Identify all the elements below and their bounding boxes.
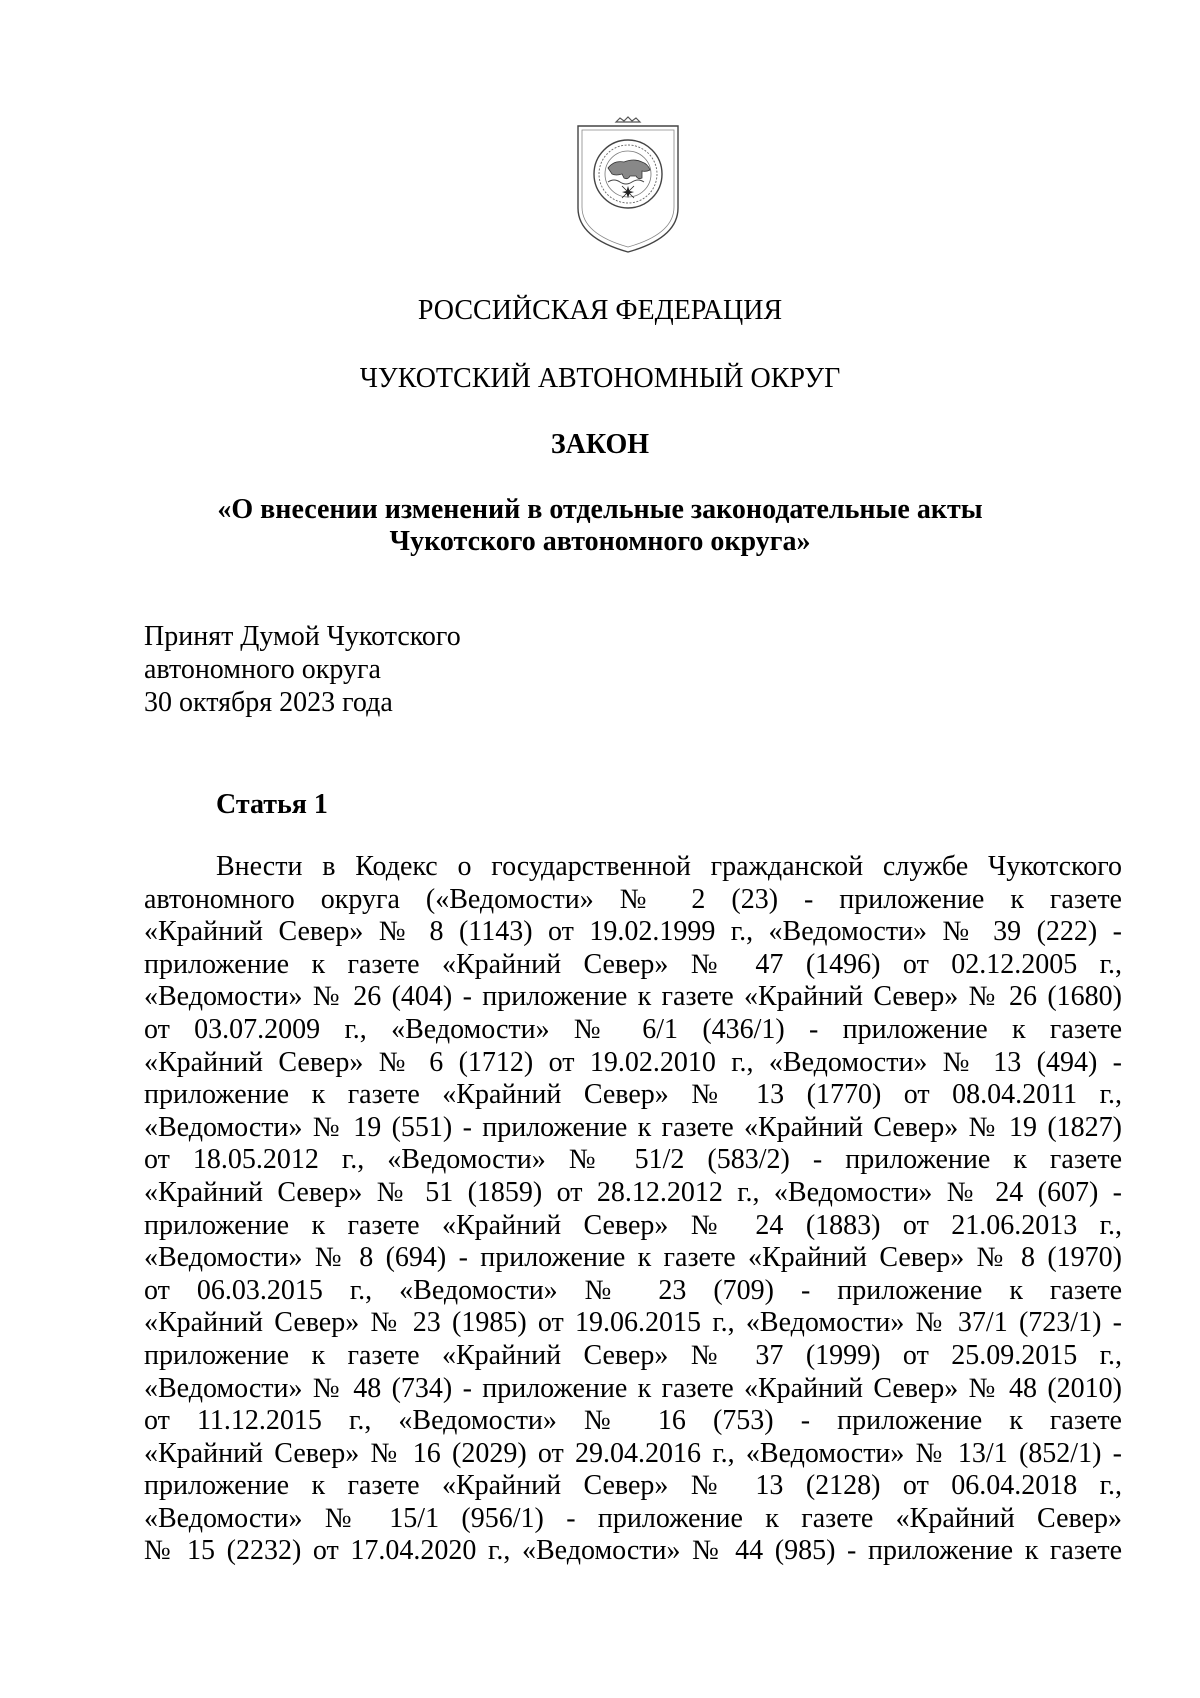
article-line: автономного округа («Ведомости» № 2 (23) - приложение к газете (144, 883, 1122, 915)
article-line: от 06.03.2015 г., «Ведомости» № 23 (709) - приложение к газете (144, 1274, 1122, 1306)
region-name: ЧУКОТСКИЙ АВТОНОМНЫЙ ОКРУГ (359, 363, 841, 394)
article-line: «Ведомости» № 15/1 (956/1) - приложение к газете «Крайний Север» (144, 1502, 1122, 1534)
article-line: от 18.05.2012 г., «Ведомости» № 51/2 (583/2) - приложение к газете (144, 1144, 1122, 1176)
coat-of-arms-emblem-icon (572, 116, 684, 256)
document-type: ЗАКОН (550, 429, 650, 460)
article-line: «Крайний Север» № 16 (2029) от 29.04.2016 г., «Ведомости» № 13/1 (852/1) - (144, 1437, 1122, 1469)
adoption-line: Принят Думой Чукотского (144, 621, 461, 652)
state-name: РОССИЙСКАЯ ФЕДЕРАЦИЯ (417, 295, 783, 326)
document-title-line: Чукотского автономного округа» (389, 526, 811, 557)
article-line: «Ведомости» № 8 (694) - приложение к газете «Крайний Север» № 8 (1970) (144, 1242, 1122, 1274)
article-body (144, 851, 1122, 1568)
article-heading: Статья 1 (216, 789, 328, 820)
article-line: «Крайний Север» № 8 (1143) от 19.02.1999 г., «Ведомости» № 39 (222) - (144, 916, 1122, 948)
adoption-date: 30 октября 2023 года (144, 687, 393, 718)
adoption-line: автономного округа (144, 654, 381, 685)
document-title (0, 494, 1200, 558)
article-line: «Крайний Север» № 23 (1985) от 19.06.2015 г., «Ведомости» № 37/1 (723/1) - (144, 1307, 1122, 1339)
document-title-line: «О внесении изменений в отдельные законодательные акты (217, 494, 983, 525)
article-line: № 15 (2232) от 17.04.2020 г., «Ведомости» № 44 (985) - приложение к газете (144, 1535, 1122, 1567)
article-line: «Крайний Север» № 51 (1859) от 28.12.2012 г., «Ведомости» № 24 (607) - (144, 1176, 1122, 1208)
article-line: «Крайний Север» № 6 (1712) от 19.02.2010 г., «Ведомости» № 13 (494) - (144, 1046, 1122, 1078)
article-line: приложение к газете «Крайний Север» № 13 (1770) от 08.04.2011 г., (144, 1079, 1122, 1111)
article-line: приложение к газете «Крайний Север» № 24 (1883) от 21.06.2013 г., (144, 1209, 1122, 1241)
article-line: приложение к газете «Крайний Север» № 37 (1999) от 25.09.2015 г., (144, 1339, 1122, 1371)
adoption-note (144, 620, 461, 719)
article-line: приложение к газете «Крайний Север» № 47 (1496) от 02.12.2005 г., (144, 948, 1122, 980)
article-line: от 03.07.2009 г., «Ведомости» № 6/1 (436/1) - приложение к газете (144, 1013, 1122, 1045)
article-line: «Ведомости» № 48 (734) - приложение к газете «Крайний Север» № 48 (2010) (144, 1372, 1122, 1404)
article-line: «Ведомости» № 19 (551) - приложение к газете «Крайний Север» № 19 (1827) (144, 1111, 1122, 1143)
article-line: «Ведомости» № 26 (404) - приложение к газете «Крайний Север» № 26 (1680) (144, 981, 1122, 1013)
article-line: Внести в Кодекс о государственной гражданской службе Чукотского (216, 851, 1122, 882)
article-line: от 11.12.2015 г., «Ведомости» № 16 (753) - приложение к газете (144, 1405, 1122, 1437)
article-line: приложение к газете «Крайний Север» № 13 (2128) от 06.04.2018 г., (144, 1470, 1122, 1502)
